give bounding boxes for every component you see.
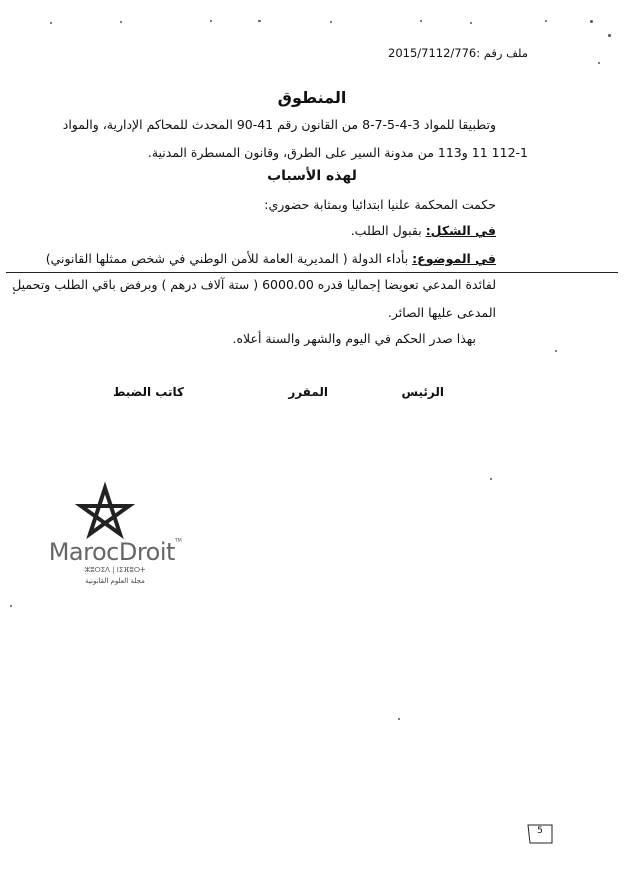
- subject-line-3: المدعى عليها الصائر.: [387, 305, 496, 320]
- reasons-title: لهذه الأسباب: [267, 168, 357, 184]
- logo-wordmark: [40, 538, 190, 566]
- signature-rapporteur: المقرر: [288, 385, 328, 399]
- scan-speck: [398, 718, 400, 720]
- page-number-box: [525, 822, 555, 846]
- scan-speck: [555, 350, 557, 352]
- law-line-2: 112-1 11 و113 من مدونة السير على الطرق، وقانون المسطرة المدنية.: [147, 145, 528, 160]
- scan-speck: [50, 22, 52, 24]
- closing-line: بهذا صدر الحكم في اليوم والشهر والسنة أعلاه.: [232, 331, 476, 346]
- operative-title: المنطوق: [277, 88, 347, 107]
- scan-speck: [545, 20, 547, 22]
- scan-speck: [470, 22, 472, 24]
- scan-speck: [490, 478, 492, 480]
- subject-text: بأداء الدولة ( المديرية العامة للأمن الوطني في شخص ممثلها القانوني): [45, 251, 413, 266]
- form-label: في الشكل:: [425, 223, 496, 238]
- logo-name: MarocDroit: [48, 538, 175, 566]
- scan-speck: [210, 20, 212, 22]
- star-icon: [40, 478, 190, 540]
- form-text: بقبول الطلب.: [350, 223, 426, 238]
- scan-speck: [608, 34, 611, 37]
- marocdroit-logo: [40, 478, 190, 598]
- subject-label: في الموضوع:: [412, 251, 496, 266]
- scan-speck: [10, 605, 12, 607]
- scan-speck: [590, 20, 593, 23]
- signature-clerk: كاتب الضبط: [112, 385, 184, 399]
- law-line-1: وتطبيقا للمواد 3-4-5-7-8 من القانون رقم 41-90 المحدث للمحاكم الإدارية، والمواد: [62, 117, 496, 132]
- signature-president: الرئيس: [401, 385, 444, 399]
- scan-speck: [420, 20, 422, 22]
- subject-ruling: [46, 250, 496, 268]
- scan-speck: [120, 21, 122, 23]
- page-fold-line: [6, 272, 618, 273]
- logo-tagline: مجلة العلوم القانونية: [85, 577, 145, 585]
- scan-speck: [330, 21, 332, 23]
- form-ruling: [351, 222, 496, 240]
- page-number: 5: [537, 826, 543, 836]
- file-reference: ملف رقم :2015/7112/776: [388, 46, 528, 60]
- ruling-intro: حكمت المحكمة علنيا ابتدائيا وبمثابة حضوري:: [264, 197, 496, 212]
- scan-speck: [598, 62, 600, 64]
- scan-speck: [258, 20, 261, 22]
- logo-tifinagh: ⵣⵓⵔⵉⴷ | ⵏⵉⴼⵓⵔⵜ: [84, 566, 146, 574]
- subject-line-2: لفائدة المدعي تعويضا إجماليا قدره 6000.00 ( ستة آلاف درهم ) وبرفض باقي الطلب وتحميل: [12, 277, 496, 292]
- logo-tm: TM: [174, 538, 182, 544]
